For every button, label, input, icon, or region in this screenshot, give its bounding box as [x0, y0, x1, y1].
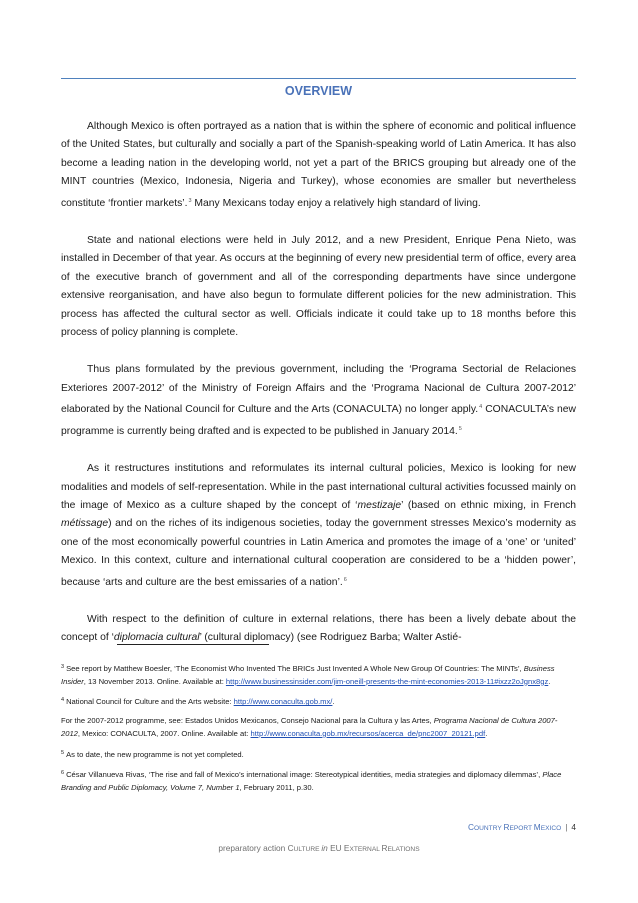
paragraph-3: Thus plans formulated by the previous government, including the ‘Programa Sectorial de Relaciones Exteriores 2007-2012’ of the Ministry of Foreign Affairs and the ‘Programa Nacional de Cultura 2007-2012’ elaborated by the National Council for Culture and the Arts (CONACULTA) no longer apply.$^4$ CONACULTA’s new programme is currently being drafted and is expected to be published in January 2014.$^5$ — [61, 364, 576, 437]
footnote-6: $^6$ César Villanueva Rivas, ‘The rise and fall of Mexico’s international image: Stereotypical identities, media strategies and diplomacy dilemmas’, Place Branding and Public Diplomacy, Volume 7, Number 1, February 2011, p.30. — [61, 770, 562, 792]
footnote-4-link[interactable]: http://www.conaculta.gob.mx/ — [233, 697, 333, 707]
footnote-5: $^5$ As to date, the new programme is not yet completed. — [61, 749, 244, 759]
footnote-3-link[interactable]: http://www.businessinsider.com/jim-oneill-presents-the-mint-economies-2013-11#ixzz2oJgnx8gz — [225, 676, 549, 686]
footnote-ref-5[interactable]: 5 — [458, 425, 462, 432]
series-line: preparatory action CULTURE in EU EXTERNAL RELATIONS — [218, 843, 420, 853]
page-footer — [468, 822, 576, 832]
footnote-ref-4[interactable]: 4 — [479, 404, 483, 411]
footnote-4-continued: For the 2007-2012 programme, see: Estados Unidos Mexicanos, Consejo Nacional para la Cultura y las Artes, Programa Nacional de Cultura 2007-2012, Mexico: CONACULTA, 2007. Online. Available at: http://www.conaculta.gob.mx/recursos/acerca_de/pnc2007_20121.pdf. — [61, 716, 558, 738]
paragraph-5: With respect to the definition of culture in external relations, there has been a lively debate about the concept of ‘diplomacia cultural’ (cultural diplomacy) (see Rodriguez Barba; Walter Astié- — [61, 613, 576, 644]
footnote-4: $^4$ National Council for Culture and the Arts website: http://www.conaculta.gob.mx/. — [61, 697, 335, 707]
footer-separator: | — [565, 822, 568, 832]
paragraph-4: As it restructures institutions and reformulates its internal cultural policies, Mexico is looking for new modalities and models of self-representation. While in the past international cultural activities focussed mainly on the image of Mexico as a culture shaped by the concept of ‘mestizaje’ (based on ethnic mixing, in French métissage) and on the riches of its indigenous societies, today the government stresses Mexico’s modernity as one of the most economically powerful countries in Latin America and promotes the image of a ‘one’ or ‘united’ Mexico. In this context, culture and international cultural cooperation are considered to be a ‘hidden power’, because ‘arts and culture are the best emissaries of a nation’.$^6$ — [61, 463, 577, 588]
page-number: 4 — [571, 822, 576, 832]
footnote-ref-6[interactable]: 6 — [343, 576, 347, 583]
paragraph-2: State and national elections were held in July 2012, and a new President, Enrique Pena Nieto, was installed in December of that year. As occurs at the beginning of every new presidential term of office, every area of the executive branch of government and all of the corresponding departments have since undergone extensive reorganisation, and have also begun to formulate different policies for the new administration. This process has affected the cultural sector as well. Officials indicate it could take up to 18 months before this process of policy planning is complete. — [61, 235, 576, 339]
body-text — [61, 118, 576, 648]
footnote-ref-3[interactable]: 3 — [188, 197, 192, 204]
header-rule — [61, 78, 576, 79]
section-title: OVERVIEW — [284, 84, 353, 98]
paragraph-1: Although Mexico is often portrayed as a nation that is within the sphere of economic and political influence of the United States, but culturally and socially a part of the Spanish-speaking world of Latin America. It has also become a leading nation in the developing world, not yet a part of the BRICS grouping but already one of the MINT countries (Mexico, Indonesia, Nigeria and Turkey), whose economies are smaller but nevertheless constitute ‘frontier markets’.$^3$ Many Mexicans today enjoy a relatively high standard of living. — [61, 121, 576, 209]
report-label: COUNTRY REPORT MEXICO — [468, 822, 562, 832]
footnote-4b-link[interactable]: http://www.conaculta.gob.mx/recursos/acerca_de/pnc2007_20121.pdf — [250, 728, 486, 738]
footnotes — [61, 661, 576, 801]
footnote-3: $^3$ See report by Matthew Boesler, ‘The Economist Who Invented The BRICs Just Invented A Whole New Group Of Countries: The MINTs’, Business Insider, 13 November 2013. Online. Available at: http://www.businessinsider.com/jim-oneill-presents-the-mint-economies-2013-11#ixzz2oJgnx8gz. — [61, 664, 555, 686]
footnote-separator — [117, 644, 269, 645]
